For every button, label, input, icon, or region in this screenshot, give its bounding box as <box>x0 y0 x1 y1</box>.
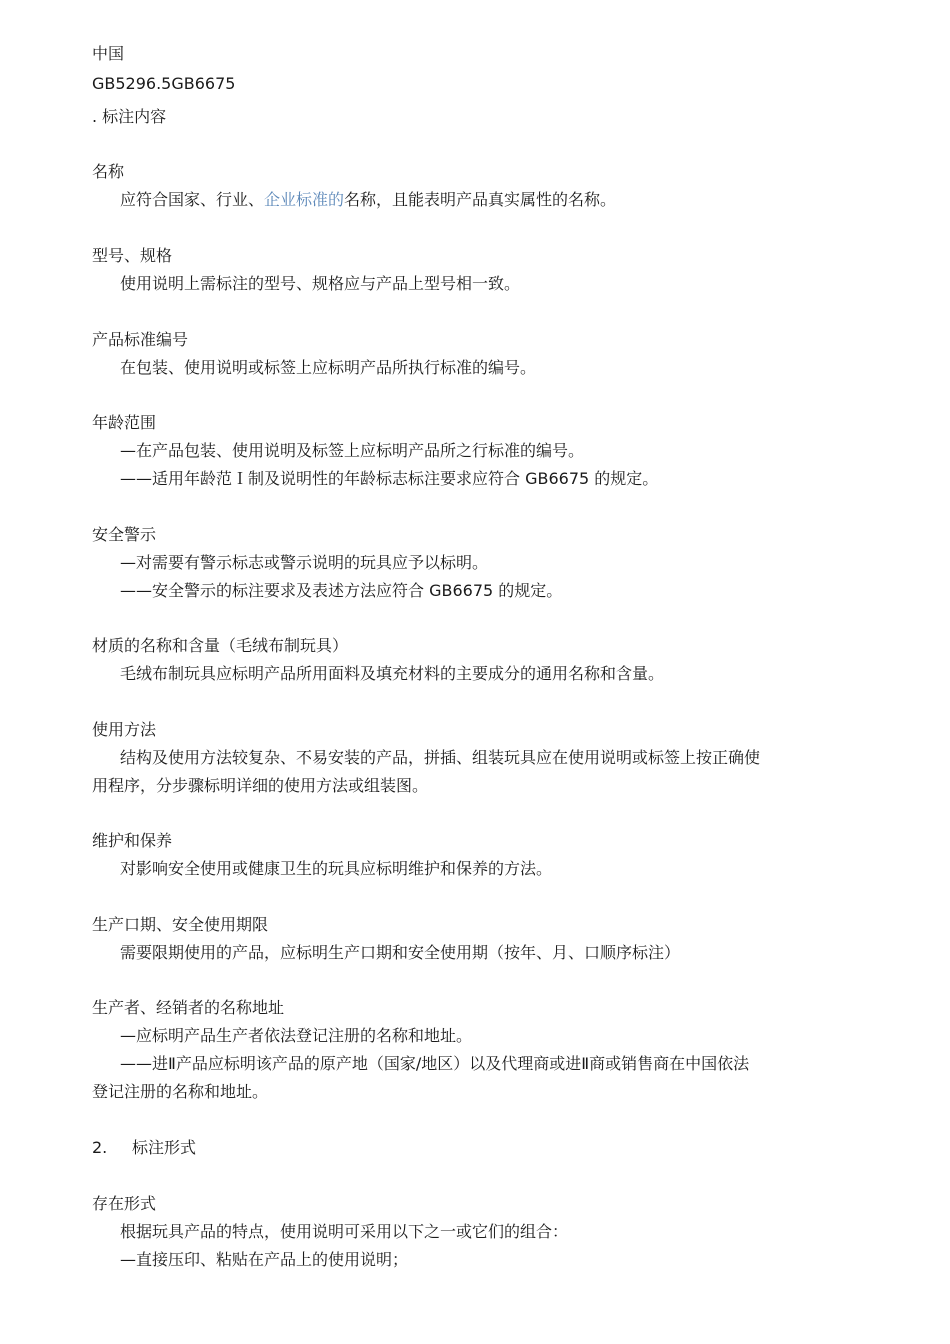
section-title-model: 型号、规格 <box>92 246 173 265</box>
section-body-usage-1: 结构及使用方法较复杂、不易安装的产品，拼插、组装玩具应在使用说明或标签上按正确使 <box>120 748 761 767</box>
section-body-age-1: —在产品包装、使用说明及标签上应标明产品所之行标准的编号。 <box>120 441 585 460</box>
section-title-age: 年龄范围 <box>92 413 157 432</box>
section-body-material: 毛绒布制玩具应标明产品所用面料及填充材料的主要成分的通用名称和含量。 <box>120 664 665 683</box>
section-body-existence-2: —直接压印、粘贴在产品上的使用说明； <box>120 1250 409 1269</box>
section-title-maintenance: 维护和保养 <box>92 831 173 850</box>
section-body-usage-2: 用程序，分步骤标明详细的使用方法或组装图。 <box>92 776 429 795</box>
section-number: 2. <box>92 1138 108 1157</box>
section-title-producer: 生产者、经销者的名称地址 <box>92 998 285 1017</box>
header-line-1: 中国 <box>92 44 125 63</box>
section-body-warning-2: ——安全警示的标注要求及表述方法应符合 GB6675 的规定。 <box>120 581 563 600</box>
section-body-dates: 需要限期使用的产品，应标明生产口期和安全使用期（按年、月、口顺序标注） <box>120 943 681 962</box>
section-title-name: 名称 <box>92 162 125 181</box>
section-heading-form <box>92 1137 196 1159</box>
name-body-post: 名称，且能表明产品真实属性的名称。 <box>344 190 617 209</box>
section-body-name <box>120 189 616 211</box>
section-title-material: 材质的名称和含量（毛绒布制玩具） <box>92 636 349 655</box>
section-body-producer-2: ——进Ⅱ产品应标明该产品的原产地（国家/地区）以及代理商或进Ⅱ商或销售商在中国依法 <box>120 1054 750 1073</box>
section-body-producer-1: —应标明产品生产者依法登记注册的名称和地址。 <box>120 1026 473 1045</box>
name-body-pre: 应符合国家、行业、 <box>120 190 265 209</box>
section-body-producer-3: 登记注册的名称和地址。 <box>92 1082 269 1101</box>
section-body-age-2: ——适用年龄范Ｉ制及说明性的年龄标志标注要求应符合 GB6675 的规定。 <box>120 469 659 488</box>
section-title-warning: 安全警示 <box>92 525 157 544</box>
section-heading-title: 标注形式 <box>132 1138 197 1157</box>
header-line-3: . 标注内容 <box>92 107 167 126</box>
section-title-usage: 使用方法 <box>92 720 157 739</box>
enterprise-standard-link[interactable]: 企业标准的 <box>264 190 345 209</box>
header-line-2: GB5296.5GB6675 <box>92 74 236 93</box>
section-body-existence-1: 根据玩具产品的特点，使用说明可采用以下之一或它们的组合： <box>120 1222 569 1241</box>
section-body-model: 使用说明上需标注的型号、规格应与产品上型号相一致。 <box>120 274 521 293</box>
section-title-standard: 产品标准编号 <box>92 330 189 349</box>
section-body-standard: 在包装、使用说明或标签上应标明产品所执行标准的编号。 <box>120 358 537 377</box>
section-title-dates: 生产口期、安全使用期限 <box>92 915 269 934</box>
section-title-existence: 存在形式 <box>92 1194 157 1213</box>
section-body-warning-1: —对需要有警示标志或警示说明的玩具应予以标明。 <box>120 553 489 572</box>
section-body-maintenance: 对影响安全使用或健康卫生的玩具应标明维护和保养的方法。 <box>120 859 553 878</box>
